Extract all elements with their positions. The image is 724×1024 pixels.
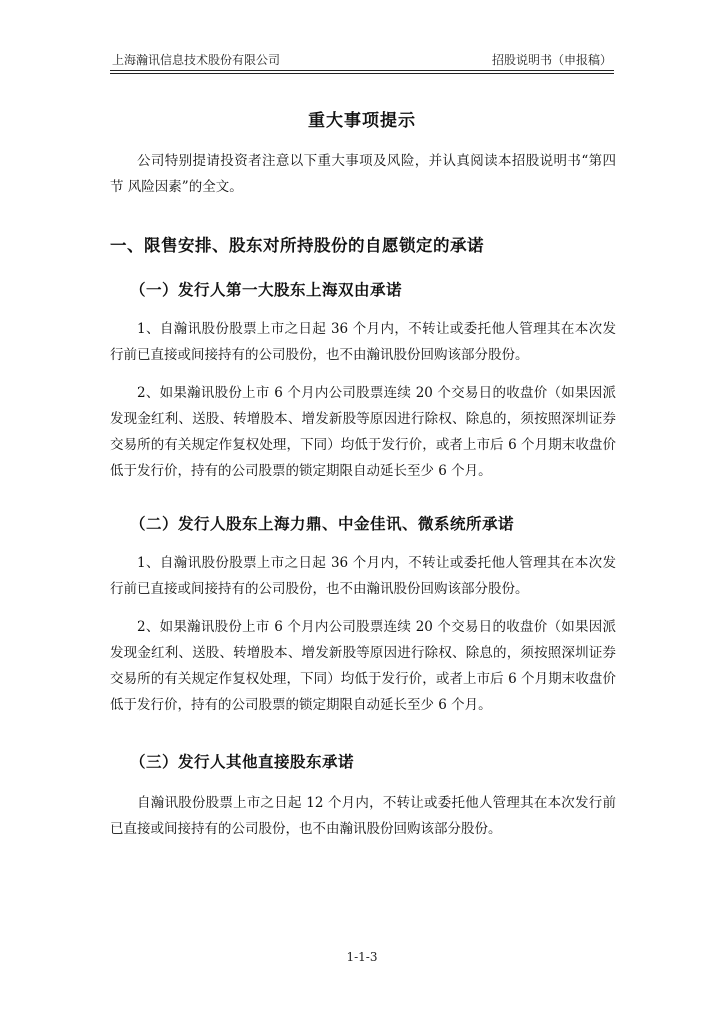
page-header bbox=[110, 50, 614, 72]
subsection-2-heading: （二）发行人股东上海力鼎、中金佳讯、微系统所承诺 bbox=[130, 514, 515, 533]
subsection-3-heading: （三）发行人其他直接股东承诺 bbox=[130, 752, 355, 771]
header-doc-type: 招股说明书（申报稿） bbox=[491, 53, 612, 67]
section-1-heading: 一、限售安排、股东对所持股份的自愿锁定的承诺 bbox=[110, 236, 484, 255]
subsection-2-paragraph-1: 1、自瀚讯股份股票上市之日起 36 个月内，不转让或委托他人管理其在本次发行前已直接或间接持有的公司股份，也不由瀚讯股份回购该部分股份。 bbox=[110, 555, 616, 597]
subsection-1-paragraph-2: 2、如果瀚讯股份上市 6 个月内公司股票连续 20 个交易日的收盘价（如果因派发现金红利、送股、转增股本、增发新股等原因进行除权、除息的，须按照深圳证券交易所的有关规定作复权处理，下同）均低于发行价，或者上市后 6 个月期末收盘价低于发行价，持有的公司股票的锁定期限自动延长至少 6 个月。 bbox=[110, 385, 616, 479]
subsection-1-paragraph-1: 1、自瀚讯股份股票上市之日起 36 个月内，不转让或委托他人管理其在本次发行前已直接或间接持有的公司股份，也不由瀚讯股份回购该部分股份。 bbox=[110, 321, 616, 363]
header-company: 上海瀚讯信息技术股份有限公司 bbox=[112, 53, 281, 67]
header-rule-thin bbox=[110, 73, 614, 74]
subsection-1-heading: （一）发行人第一大股东上海双由承诺 bbox=[130, 280, 403, 299]
page-title: 重大事项提示 bbox=[308, 111, 416, 131]
page-number: 1-1-3 bbox=[346, 950, 378, 964]
intro-paragraph: 公司特别提请投资者注意以下重大事项及风险，并认真阅读本招股说明书“第四节 风险因素”的全文。 bbox=[110, 153, 616, 195]
subsection-2-paragraph-2: 2、如果瀚讯股份上市 6 个月内公司股票连续 20 个交易日的收盘价（如果因派发现金红利、送股、转增股本、增发新股等原因进行除权、除息的，须按照深圳证券交易所的有关规定作复权处理，下同）均低于发行价，或者上市后 6 个月期末收盘价低于发行价，持有的公司股票的锁定期限自动延长至少 6 个月。 bbox=[110, 619, 616, 713]
subsection-3-paragraph-1: 自瀚讯股份股票上市之日起 12 个月内，不转让或委托他人管理其在本次发行前已直接或间接持有的公司股份，也不由瀚讯股份回购该部分股份。 bbox=[110, 795, 616, 837]
header-rule-thick bbox=[110, 70, 614, 71]
